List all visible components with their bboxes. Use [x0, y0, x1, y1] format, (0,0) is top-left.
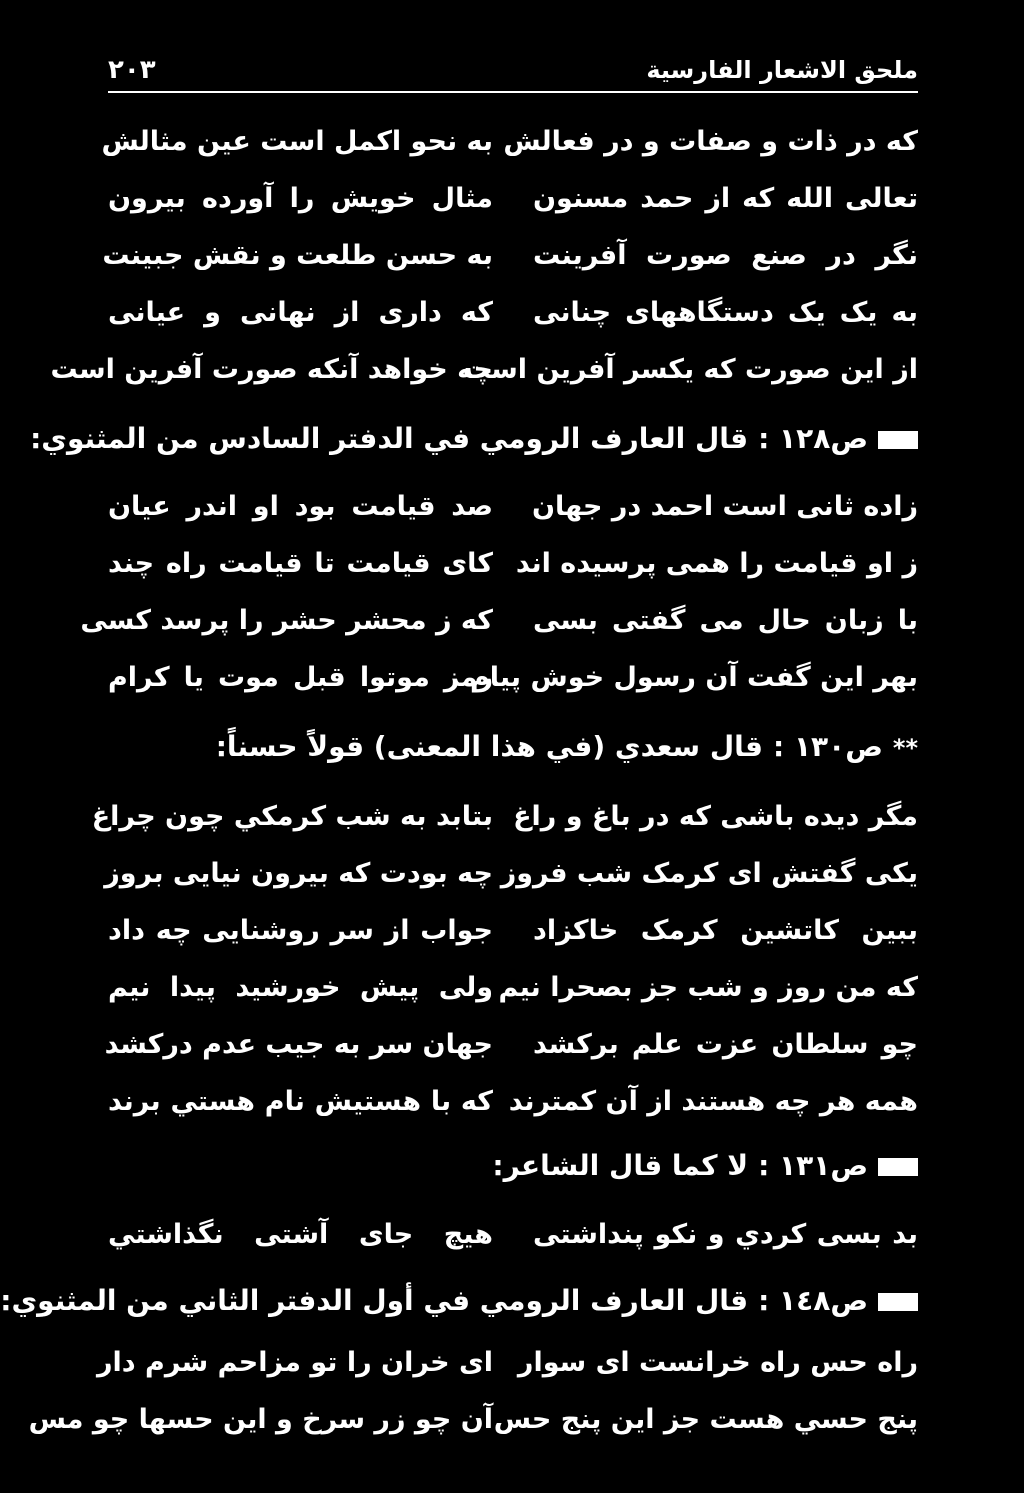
- hemistich-first: ببین کاتشین کرمک خاکزاد: [533, 915, 918, 946]
- asterisk-icon: **: [892, 734, 918, 762]
- heading-text: قال العارف الرومي في أول الدفتر الثاني من المثنوي:: [0, 1284, 749, 1317]
- couplet: [50, 341, 918, 398]
- couplet: [108, 959, 918, 1016]
- hemistich-first: ز او قیامت را همی پرسیده اند: [515, 548, 918, 579]
- couplet: [28, 1391, 918, 1448]
- hemistich-second: چه خواهد آنکه صورت آفرین است: [50, 354, 493, 385]
- hemistich-second: به نحو اکمل است عین مثالش: [101, 126, 493, 157]
- hemistich-second: چه بودت که بیرون نیایی بروز: [104, 858, 493, 889]
- couplet: [108, 535, 918, 592]
- section-heading: [0, 1276, 918, 1326]
- hemistich-first: نگر در صنع صورت آفرینت: [533, 240, 918, 271]
- square-bullet-icon: [878, 431, 918, 449]
- heading-text: لا كما قال الشاعر:: [492, 1149, 749, 1182]
- hemistich-second: که داری از نهانی و عیانی: [108, 297, 493, 328]
- hemistich-first: به یک یک دستگاههای چنانی: [533, 297, 918, 328]
- hemistich-first: زاده ثانی است احمد در جهان: [532, 491, 918, 522]
- couplet: [80, 592, 918, 649]
- hemistich-first: با زبان حال می گفتی بسی: [533, 605, 918, 636]
- hemistich-second: آن چو زر سرخ و این حسها چو مس: [28, 1404, 493, 1435]
- page-number: ٢٠٣: [108, 55, 156, 85]
- hemistich-first: از این صورت که یکسر آفرین است: [462, 354, 918, 385]
- hemistich-first: که در ذات و صفات و در فعالش: [503, 126, 918, 157]
- hemistich-second: ولی پیش خورشید پیدا نیم: [108, 972, 493, 1003]
- section-heading: [108, 722, 918, 772]
- hemistich-second: جواب از سر روشنایی چه داد: [108, 915, 493, 946]
- square-bullet-icon: [878, 1293, 918, 1311]
- hemistich-second: که ز محشر حشر را پرسد کسی: [80, 605, 493, 636]
- hemistich-first: مگر دیده باشی که در باغ و راغ: [513, 801, 918, 832]
- hemistich-second: ای خران را تو مزاحم شرم دار: [96, 1347, 493, 1378]
- hemistich-first: بد بسی کردي و نکو پنداشتی: [533, 1219, 918, 1250]
- couplet: [108, 284, 918, 341]
- hemistich-second: جهان سر به جیب عدم درکشد: [104, 1029, 493, 1060]
- couplet: [102, 227, 918, 284]
- couplet: [108, 649, 918, 706]
- hemistich-second: کای قیامت تا قیامت راه چند: [108, 548, 493, 579]
- poem-block: [28, 1334, 918, 1448]
- section-heading: [30, 414, 918, 464]
- couplet: [108, 1206, 918, 1263]
- page-reference: ص١٤٨ :: [758, 1284, 868, 1317]
- header-divider: [108, 91, 918, 93]
- hemistich-first: تعالی الله که از حمد مسنون: [533, 183, 918, 214]
- hemistich-second: رمز موتوا قبل موت یا کرام: [108, 662, 493, 693]
- couplet: [104, 845, 918, 902]
- heading-text: قال العارف الرومي في الدفتر السادس من المثنوي:: [30, 422, 749, 455]
- couplet: [108, 1073, 918, 1130]
- poem-block: [50, 113, 918, 398]
- hemistich-first: بهر این گفت آن رسول خوش پیام: [469, 662, 918, 693]
- couplet: [108, 478, 918, 535]
- hemistich-second: به حسن طلعت و نقش جبینت: [102, 240, 493, 271]
- hemistich-second: هیچ جای آشتی نگذاشتي: [108, 1219, 493, 1250]
- couplet: [96, 1334, 918, 1391]
- heading-text: قال سعدي (في هذا المعنى) قولاً حسناً:: [215, 730, 763, 763]
- hemistich-second: که با هستیش نام هستي برند: [108, 1086, 493, 1117]
- hemistich-first: راه حس راه خرانست ای سوار: [517, 1347, 918, 1378]
- poem-block: [80, 478, 918, 706]
- page-reference: ص١٣١ :: [758, 1149, 868, 1182]
- running-title: ملحق الاشعار الفارسية: [646, 56, 918, 84]
- hemistich-second: بتابد به شب کرمکي چون چراغ: [91, 801, 493, 832]
- hemistich-first: چو سلطان عزت علم برکشد: [533, 1029, 918, 1060]
- page-header: [108, 52, 918, 88]
- poem-block: [91, 788, 918, 1130]
- hemistich-first: همه هر چه هستند از آن کمترند: [508, 1086, 918, 1117]
- hemistich-second: صد قیامت بود او اندر عیان: [108, 491, 493, 522]
- hemistich-first: یکی گفتش ای کرمک شب فروز: [500, 858, 918, 889]
- page-reference: ص١٣٠ :: [772, 730, 883, 763]
- couplet: [101, 113, 918, 170]
- couplet: [108, 902, 918, 959]
- page-reference: ص١٢٨ :: [758, 422, 868, 455]
- couplet: [91, 788, 918, 845]
- hemistich-second: مثال خویش را آورده بیرون: [108, 183, 493, 214]
- couplet: [108, 170, 918, 227]
- hemistich-first: که من روز و شب جز بصحرا نیم: [498, 972, 918, 1003]
- poem-block: [108, 1206, 918, 1263]
- square-bullet-icon: [878, 1158, 918, 1176]
- section-heading: [108, 1141, 918, 1191]
- couplet: [104, 1016, 918, 1073]
- hemistich-first: پنج حسي هست جز این پنج حس: [493, 1404, 918, 1435]
